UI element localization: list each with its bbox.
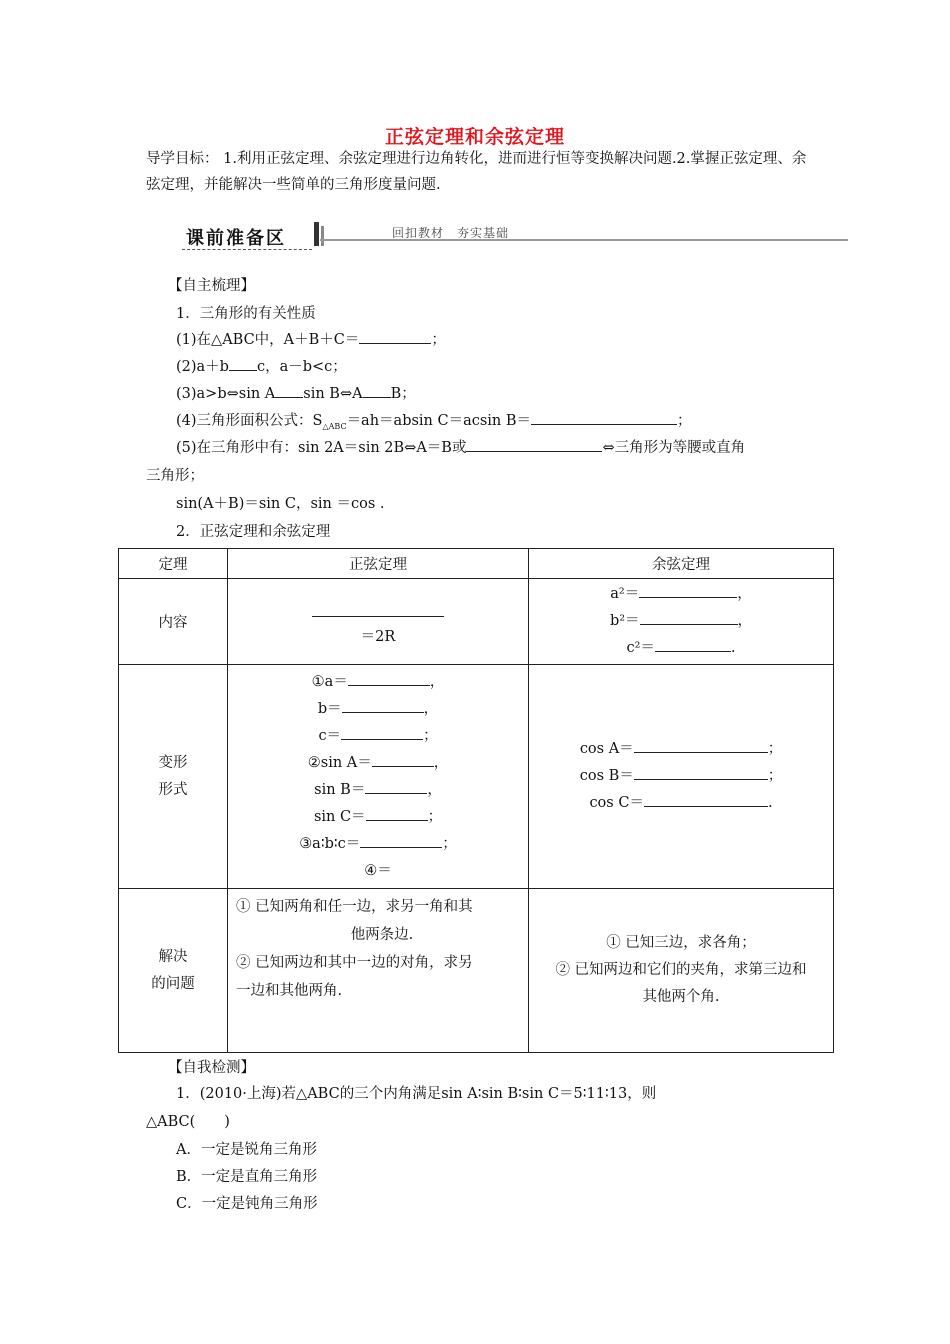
row-label-content: 内容	[119, 579, 228, 665]
property-3	[176, 382, 416, 403]
learning-goal: 导学目标： 1.利用正弦定理、余弦定理进行边角转化，进而进行恒等变换解决问题.2.掌握正弦定理、余弦定理，并能解决一些简单的三角形度量问题.	[146, 151, 807, 193]
property-3-text-b: sin B⇔A	[303, 386, 363, 402]
property-3-text-c: B；	[390, 386, 416, 402]
sine-form-line: ①a＝ ，	[228, 669, 528, 696]
property-5	[176, 436, 745, 457]
sine-law-equation: ＝2R	[360, 628, 396, 645]
review-header: 【自主梳理】	[168, 278, 255, 294]
answer-blank[interactable]	[634, 765, 768, 780]
property-4-text-a: (4)三角形面积公式：S	[176, 413, 323, 429]
cosine-law-problems: ① 已知三边，求各角； ② 已知两边和它们的夹角，求第三边和 其他两个角.	[529, 889, 834, 1053]
sine-form-line: c＝ ；	[228, 723, 528, 750]
banner-bar-secondary	[321, 226, 324, 246]
theorem-table	[118, 548, 834, 1053]
property-6: sin(A＋B)＝sin C，sin ＝cos .	[176, 496, 385, 512]
header-cosine-law: 余弦定理	[529, 549, 834, 579]
banner-underline	[182, 249, 312, 250]
answer-blank[interactable]	[365, 779, 427, 794]
question-1: 1．(2010·上海)若△ABC的三个内角满足sin A∶sin B∶sin C＝5∶11∶13，则	[176, 1086, 657, 1102]
property-4	[176, 409, 692, 431]
property-3-text-a: (3)a>b⇔sin A	[176, 386, 276, 402]
sine-form-line: b＝ ，	[228, 696, 528, 723]
answer-blank[interactable]	[312, 598, 444, 617]
answer-blank[interactable]	[363, 383, 391, 398]
property-4-subscript: △ABC	[322, 421, 347, 431]
table-row-content	[119, 579, 834, 665]
sine-form-line: ④＝	[364, 862, 392, 879]
answer-blank[interactable]	[644, 792, 768, 807]
sine-form-line: sin B＝ ，	[228, 777, 528, 804]
sine-law-forms	[228, 665, 529, 889]
answer-blank[interactable]	[342, 698, 424, 713]
answer-blank[interactable]	[640, 610, 738, 625]
property-1-end: ；	[431, 332, 446, 348]
header-theorem: 定理	[119, 549, 228, 579]
property-2-text-b: c，a－b<c；	[256, 359, 347, 375]
answer-blank[interactable]	[360, 833, 442, 848]
answer-blank[interactable]	[348, 671, 430, 686]
answer-blank[interactable]	[275, 383, 303, 398]
answer-blank[interactable]	[639, 583, 737, 598]
cosine-form-line: cos C＝ .	[529, 790, 833, 817]
selftest-header: 【自我检测】	[168, 1060, 255, 1076]
cosine-form-line: cos A＝ ；	[529, 736, 833, 763]
table-row-forms	[119, 665, 834, 889]
property-4-text-b: ＝ah＝absin C＝acsin B＝	[346, 413, 532, 429]
answer-blank[interactable]	[531, 410, 677, 425]
property-5-text-a: (5)在三角形中有：sin 2A＝sin 2B⇔A＝B或	[176, 440, 467, 456]
banner-label: 课前准备区	[186, 228, 286, 249]
cosine-content-line: b²＝ ，	[529, 608, 833, 635]
answer-blank[interactable]	[634, 738, 768, 753]
page-title: 正弦定理和余弦定理	[384, 126, 565, 148]
option-b[interactable]: B．一定是直角三角形	[176, 1169, 318, 1185]
sine-law-problems: ① 已知两角和任一边，求另一角和其 他两条边. ② 已知两边和其中一边的对角，求另 一边和其他两角.	[228, 889, 529, 1053]
item2-title: 2．正弦定理和余弦定理	[176, 524, 331, 540]
table-header-row	[119, 549, 834, 579]
row-label-problems: 解决 的问题	[119, 889, 228, 1053]
option-c[interactable]: C．一定是钝角三角形	[176, 1196, 318, 1212]
property-1-text: (1)在△ABC中，A＋B＋C＝	[176, 332, 360, 348]
property-5-text-b: ⇔三角形为等腰或直角	[602, 440, 746, 456]
option-a[interactable]: A．一定是锐角三角形	[176, 1142, 317, 1158]
property-2	[176, 355, 347, 376]
sine-form-line: sin C＝ ；	[228, 804, 528, 831]
property-5-continued: 三角形；	[146, 468, 204, 484]
sine-law-content	[228, 579, 529, 665]
cosine-law-content	[529, 579, 834, 665]
answer-blank[interactable]	[359, 329, 431, 344]
answer-blank[interactable]	[466, 437, 602, 452]
question-1-continued: △ABC( )	[146, 1114, 230, 1130]
answer-blank[interactable]	[655, 637, 731, 652]
banner-subtitle: 回扣教材 夯实基础	[392, 226, 510, 240]
header-sine-law: 正弦定理	[228, 549, 529, 579]
cosine-content-line: c²＝ .	[529, 635, 833, 662]
sine-form-line: ②sin A＝ ，	[228, 750, 528, 777]
cosine-form-line: cos B＝ ；	[529, 763, 833, 790]
sine-form-line: ③a∶b∶c＝ ；	[228, 831, 528, 858]
item1-title: 1．三角形的有关性质	[176, 306, 316, 322]
row-label-forms: 变形 形式	[119, 665, 228, 889]
banner-bar	[314, 222, 319, 246]
cosine-content-line: a²＝ ，	[529, 581, 833, 608]
answer-blank[interactable]	[229, 356, 257, 371]
answer-blank[interactable]	[372, 752, 434, 767]
property-2-text-a: (2)a＋b	[176, 359, 229, 375]
answer-blank[interactable]	[366, 806, 428, 821]
cosine-law-forms	[529, 665, 834, 889]
table-row-problems	[119, 889, 834, 1053]
property-4-text-c: ；	[677, 413, 692, 429]
section-banner	[180, 220, 848, 250]
answer-blank[interactable]	[341, 725, 423, 740]
property-1	[176, 328, 446, 349]
